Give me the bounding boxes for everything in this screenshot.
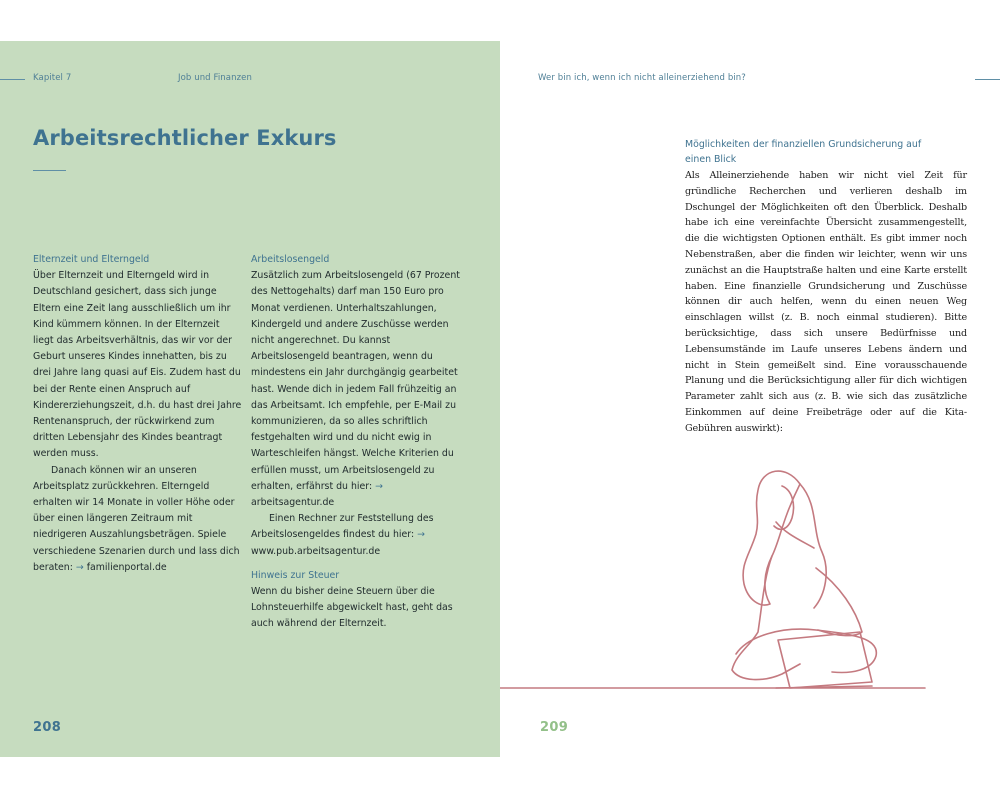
heading-steuer: Hinweis zur Steuer: [251, 569, 340, 581]
page-number-right: 209: [540, 720, 569, 735]
link-familienportal[interactable]: familienportal.de: [86, 561, 167, 573]
right-heading: Möglichkeiten der finanziellen Grundsicherung auf einen Blick: [685, 139, 922, 165]
hair-strand: [800, 484, 826, 608]
page-title: Arbeitsrechtlicher Exkurs: [33, 126, 337, 150]
title-rule: [33, 170, 66, 171]
running-title-right: Wer bin ich, wenn ich nicht alleinerziehend bin?: [538, 73, 746, 83]
chapter-label: Kapitel 7: [33, 73, 72, 83]
heading-elternzeit: Elternzeit und Elterngeld: [33, 254, 150, 265]
paragraph-elternzeit-2: [33, 463, 243, 576]
paragraph-steuer: Wenn du bisher deine Steuern über die Lohnsteuerhilfe abgewickelt hast, geht das auch während der Elternzeit.: [251, 586, 453, 630]
header-rule-left: [0, 79, 25, 80]
paragraph-elternzeit-2-text: Danach können wir an unseren Arbeitsplatz zurückkehren. Elterngeld erhalten wir 14 Monate in voller Höhe oder über einen längeren Zeitraum mit niedrigeren Auszahlungsbeträgen. Spiele verschiedene Szenarien durch und lass dich beraten:: [33, 464, 240, 573]
arrow-icon: →: [375, 480, 383, 492]
arrow-icon: →: [417, 529, 425, 541]
link-pub-arbeitsagentur[interactable]: www.pub.arbeitsagentur.de: [251, 545, 381, 557]
right-body-text: Als Alleinerziehende haben wir nicht viel Zeit für gründliche Recherchen und verlieren deshalb im Dschungel der Möglichkeiten oft den Überblick. Deshalb habe ich eine vereinfachte Übersicht zusammengestellt, die die wichtigsten Optionen enthält. Es gibt immer noch Nebenstraßen, aber die finden wir leichter, wenn wir uns zunächst an die Hauptstraße halten und eine Karte erstellt haben. Eine finanzielle Grundsicherung und Zuschüsse können dir auch helfen, wenn du einen neuen Weg einschlagen willst (z. B. noch einmal studieren). Bitte berücksichtige, dass sich unsere Bedürfnisse und Lebensumstände im Laufe unseres Lebens ändern und nicht in Stein gemeißelt sind. Eine vorausschauende Planung und die Berücksichtigung aller für dich wichtigen Parameter zahlt sich aus (z. B. wie sich das zusätzliche Einkommen auf deine Freibeträge oder auf die Kita-Gebühren auswirkt):: [685, 170, 967, 434]
laptop-screen: [778, 632, 872, 688]
link-arbeitsagentur[interactable]: arbeitsagentur.de: [251, 497, 335, 509]
section-label: Job und Finanzen: [178, 73, 252, 83]
shoulder-line: [776, 522, 814, 548]
legs-outline: [736, 629, 876, 672]
column-left: [33, 252, 243, 576]
arrow-icon: →: [75, 561, 84, 573]
paragraph-arbeitslosengeld-1-text: Zusätzlich zum Arbeitslosengeld (67 Prozent des Nettogehalts) darf man 150 Euro pro Monat verdienen. Unterhaltszahlungen, Kindergeld und andere Zuschüsse werden nicht angerechnet. Du kannst Arbeitslosengeld beantragen, wenn du mindestens ein Jahr durchgängig gearbeitet hast. Wende dich in jedem Fall frühzeitig an das Arbeitsamt. Ich empfehle, per E-Mail zu kommunizieren, da so alles schriftlich festgehalten wird und du nicht ewig in Warteschleifen hängst. Welche Kriterien du erfüllen musst, um Arbeitslosengeld zu erhalten, erfährst du hier:: [251, 270, 460, 492]
paragraph-elternzeit-1: Über Elternzeit und Elterngeld wird in Deutschland gesichert, dass sich junge Eltern eine Zeit lang ausschließlich um ihr Kind kümmern können. In der Elternzeit liegt das Arbeitsverhältnis, das wir vor der Geburt unseres Kindes innehatten, bis zu drei Jahre lang quasi auf Eis. Zudem hast du bei der Rente einen Anspruch auf Kindererziehungszeit, d.h. du hast drei Jahre Rentenanspruch, der rückwirkend zum dritten Lebensjahr des Kindes beantragt werden muss.: [33, 270, 242, 460]
paragraph-arbeitslosengeld-2-text: Einen Rechner zur Feststellung des Arbeitslosengeldes findest du hier:: [251, 513, 434, 541]
arm-outline: [816, 568, 862, 636]
hair-outline: [743, 471, 800, 605]
woman-laptop-illustration: [500, 460, 940, 700]
header-rule-right: [975, 79, 1000, 80]
column-right: [251, 252, 461, 633]
page-number-left: 208: [33, 720, 62, 735]
paragraph-arbeitslosengeld-1: [251, 268, 461, 511]
paragraph-arbeitslosengeld-2: [251, 511, 461, 560]
heading-arbeitslosengeld: Arbeitslosengeld: [251, 254, 330, 265]
